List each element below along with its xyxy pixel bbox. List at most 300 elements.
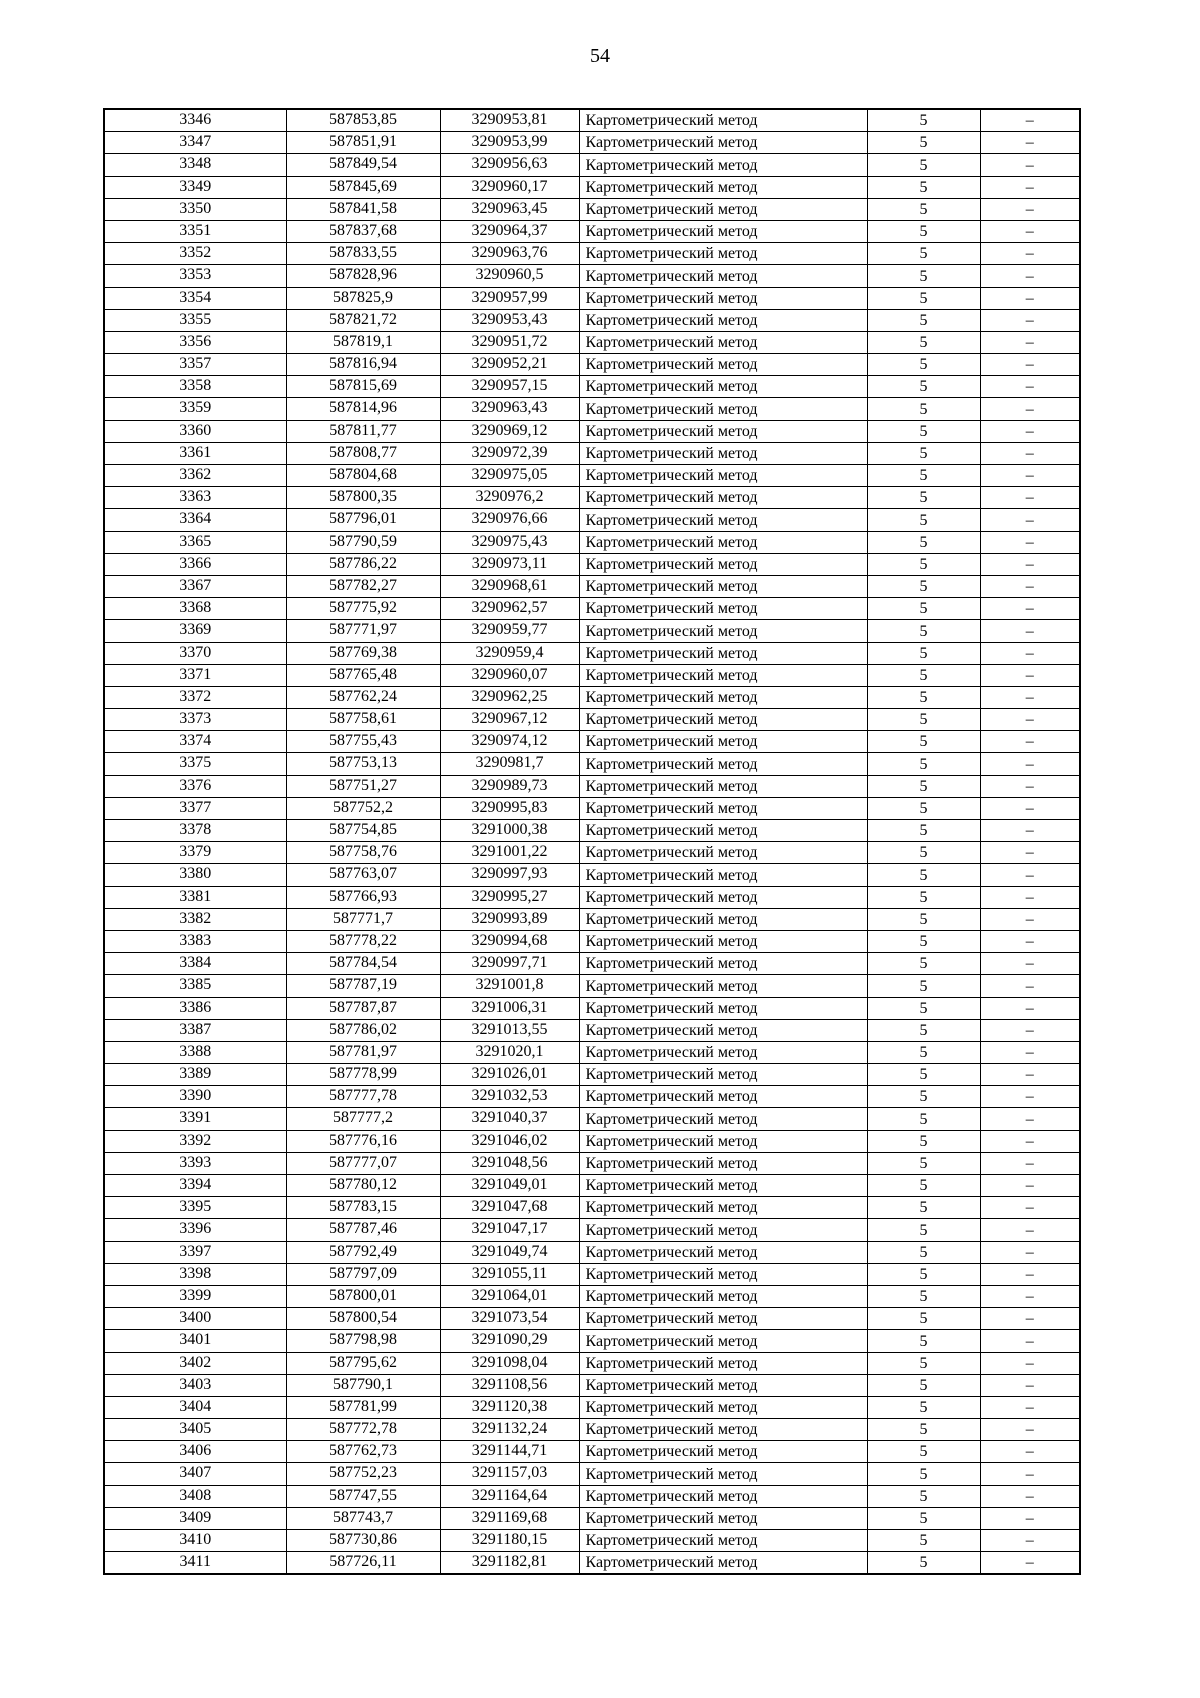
- accuracy-cell: 5: [867, 1241, 980, 1263]
- method-cell: Картометрический метод: [579, 820, 867, 842]
- y-coordinate-cell: 3291049,74: [440, 1241, 579, 1263]
- accuracy-cell: 5: [867, 709, 980, 731]
- note-cell: –: [980, 287, 1080, 309]
- y-coordinate-cell: 3291013,55: [440, 1019, 579, 1041]
- method-cell: Картометрический метод: [579, 1441, 867, 1463]
- x-coordinate-cell: 587819,1: [286, 331, 440, 353]
- point-number-cell: 3349: [104, 176, 286, 198]
- y-coordinate-cell: 3290953,81: [440, 109, 579, 132]
- x-coordinate-cell: 587804,68: [286, 465, 440, 487]
- method-cell: Картометрический метод: [579, 1285, 867, 1307]
- table-row: [104, 598, 1080, 620]
- x-coordinate-cell: 587753,13: [286, 753, 440, 775]
- point-number-cell: 3362: [104, 465, 286, 487]
- x-coordinate-cell: 587754,85: [286, 820, 440, 842]
- point-number-cell: 3408: [104, 1485, 286, 1507]
- point-number-cell: 3410: [104, 1530, 286, 1552]
- x-coordinate-cell: 587747,55: [286, 1485, 440, 1507]
- accuracy-cell: 5: [867, 1130, 980, 1152]
- table-row: [104, 1041, 1080, 1063]
- table-row: [104, 1197, 1080, 1219]
- y-coordinate-cell: 3290959,77: [440, 620, 579, 642]
- accuracy-cell: 5: [867, 442, 980, 464]
- table-row: [104, 265, 1080, 287]
- method-cell: Картометрический метод: [579, 1130, 867, 1152]
- note-cell: –: [980, 1130, 1080, 1152]
- x-coordinate-cell: 587825,9: [286, 287, 440, 309]
- method-cell: Картометрический метод: [579, 975, 867, 997]
- accuracy-cell: 5: [867, 509, 980, 531]
- y-coordinate-cell: 3290976,2: [440, 487, 579, 509]
- note-cell: –: [980, 1263, 1080, 1285]
- accuracy-cell: 5: [867, 753, 980, 775]
- x-coordinate-cell: 587765,48: [286, 664, 440, 686]
- x-coordinate-cell: 587811,77: [286, 420, 440, 442]
- x-coordinate-cell: 587762,73: [286, 1441, 440, 1463]
- method-cell: Картометрический метод: [579, 775, 867, 797]
- table-row: [104, 886, 1080, 908]
- point-number-cell: 3372: [104, 686, 286, 708]
- point-number-cell: 3358: [104, 376, 286, 398]
- point-number-cell: 3402: [104, 1352, 286, 1374]
- note-cell: –: [980, 553, 1080, 575]
- method-cell: Картометрический метод: [579, 753, 867, 775]
- note-cell: –: [980, 842, 1080, 864]
- method-cell: Картометрический метод: [579, 531, 867, 553]
- point-number-cell: 3404: [104, 1396, 286, 1418]
- point-number-cell: 3401: [104, 1330, 286, 1352]
- method-cell: Картометрический метод: [579, 575, 867, 597]
- x-coordinate-cell: 587797,09: [286, 1263, 440, 1285]
- table-row: [104, 775, 1080, 797]
- y-coordinate-cell: 3291047,68: [440, 1197, 579, 1219]
- note-cell: –: [980, 886, 1080, 908]
- point-number-cell: 3367: [104, 575, 286, 597]
- y-coordinate-cell: 3291108,56: [440, 1374, 579, 1396]
- y-coordinate-cell: 3291169,68: [440, 1507, 579, 1529]
- table-row: [104, 1241, 1080, 1263]
- point-number-cell: 3394: [104, 1175, 286, 1197]
- note-cell: –: [980, 1175, 1080, 1197]
- point-number-cell: 3368: [104, 598, 286, 620]
- accuracy-cell: 5: [867, 1530, 980, 1552]
- method-cell: Картометрический метод: [579, 553, 867, 575]
- accuracy-cell: 5: [867, 309, 980, 331]
- y-coordinate-cell: 3291144,71: [440, 1441, 579, 1463]
- accuracy-cell: 5: [867, 376, 980, 398]
- point-number-cell: 3377: [104, 797, 286, 819]
- table-row: [104, 930, 1080, 952]
- method-cell: Картометрический метод: [579, 243, 867, 265]
- point-number-cell: 3369: [104, 620, 286, 642]
- table-row: [104, 864, 1080, 886]
- table-row: [104, 132, 1080, 154]
- method-cell: Картометрический метод: [579, 487, 867, 509]
- table-row: [104, 642, 1080, 664]
- note-cell: –: [980, 1485, 1080, 1507]
- point-number-cell: 3392: [104, 1130, 286, 1152]
- note-cell: –: [980, 420, 1080, 442]
- accuracy-cell: 5: [867, 154, 980, 176]
- point-number-cell: 3374: [104, 731, 286, 753]
- y-coordinate-cell: 3291182,81: [440, 1552, 579, 1575]
- note-cell: –: [980, 930, 1080, 952]
- note-cell: –: [980, 509, 1080, 531]
- table-row: [104, 1175, 1080, 1197]
- method-cell: Картометрический метод: [579, 1241, 867, 1263]
- method-cell: Картометрический метод: [579, 620, 867, 642]
- method-cell: Картометрический метод: [579, 465, 867, 487]
- method-cell: Картометрический метод: [579, 1308, 867, 1330]
- point-number-cell: 3407: [104, 1463, 286, 1485]
- accuracy-cell: 5: [867, 686, 980, 708]
- method-cell: Картометрический метод: [579, 1507, 867, 1529]
- y-coordinate-cell: 3291046,02: [440, 1130, 579, 1152]
- table-row: [104, 487, 1080, 509]
- method-cell: Картометрический метод: [579, 642, 867, 664]
- y-coordinate-cell: 3290956,63: [440, 154, 579, 176]
- point-number-cell: 3386: [104, 997, 286, 1019]
- point-number-cell: 3355: [104, 309, 286, 331]
- note-cell: –: [980, 575, 1080, 597]
- table-row: [104, 420, 1080, 442]
- note-cell: –: [980, 176, 1080, 198]
- y-coordinate-cell: 3291040,37: [440, 1108, 579, 1130]
- accuracy-cell: 5: [867, 775, 980, 797]
- accuracy-cell: 5: [867, 975, 980, 997]
- accuracy-cell: 5: [867, 1552, 980, 1575]
- accuracy-cell: 5: [867, 1219, 980, 1241]
- method-cell: Картометрический метод: [579, 709, 867, 731]
- table-row: [104, 398, 1080, 420]
- table-row: [104, 753, 1080, 775]
- table-row: [104, 1285, 1080, 1307]
- x-coordinate-cell: 587781,99: [286, 1396, 440, 1418]
- x-coordinate-cell: 587778,22: [286, 930, 440, 952]
- y-coordinate-cell: 3290959,4: [440, 642, 579, 664]
- table-row: [104, 553, 1080, 575]
- note-cell: –: [980, 531, 1080, 553]
- y-coordinate-cell: 3290994,68: [440, 930, 579, 952]
- table-row: [104, 1330, 1080, 1352]
- point-number-cell: 3376: [104, 775, 286, 797]
- point-number-cell: 3351: [104, 220, 286, 242]
- note-cell: –: [980, 797, 1080, 819]
- y-coordinate-cell: 3290975,43: [440, 531, 579, 553]
- table-row: [104, 620, 1080, 642]
- method-cell: Картометрический метод: [579, 309, 867, 331]
- x-coordinate-cell: 587787,19: [286, 975, 440, 997]
- x-coordinate-cell: 587800,35: [286, 487, 440, 509]
- x-coordinate-cell: 587777,2: [286, 1108, 440, 1130]
- method-cell: Картометрический метод: [579, 1552, 867, 1575]
- y-coordinate-cell: 3291157,03: [440, 1463, 579, 1485]
- accuracy-cell: 5: [867, 531, 980, 553]
- note-cell: –: [980, 331, 1080, 353]
- point-number-cell: 3396: [104, 1219, 286, 1241]
- point-number-cell: 3365: [104, 531, 286, 553]
- page-number: 54: [590, 45, 610, 67]
- accuracy-cell: 5: [867, 198, 980, 220]
- method-cell: Картометрический метод: [579, 1152, 867, 1174]
- note-cell: –: [980, 709, 1080, 731]
- y-coordinate-cell: 3290962,25: [440, 686, 579, 708]
- x-coordinate-cell: 587828,96: [286, 265, 440, 287]
- method-cell: Картометрический метод: [579, 1086, 867, 1108]
- accuracy-cell: 5: [867, 930, 980, 952]
- accuracy-cell: 5: [867, 1197, 980, 1219]
- y-coordinate-cell: 3290957,15: [440, 376, 579, 398]
- y-coordinate-cell: 3290960,17: [440, 176, 579, 198]
- y-coordinate-cell: 3290952,21: [440, 354, 579, 376]
- coordinates-table-body: [104, 109, 1080, 1574]
- table-row: [104, 176, 1080, 198]
- method-cell: Картометрический метод: [579, 664, 867, 686]
- note-cell: –: [980, 220, 1080, 242]
- note-cell: –: [980, 775, 1080, 797]
- y-coordinate-cell: 3290963,76: [440, 243, 579, 265]
- method-cell: Картометрический метод: [579, 1352, 867, 1374]
- x-coordinate-cell: 587763,07: [286, 864, 440, 886]
- x-coordinate-cell: 587837,68: [286, 220, 440, 242]
- y-coordinate-cell: 3291047,17: [440, 1219, 579, 1241]
- note-cell: –: [980, 1064, 1080, 1086]
- y-coordinate-cell: 3290975,05: [440, 465, 579, 487]
- method-cell: Картометрический метод: [579, 1374, 867, 1396]
- x-coordinate-cell: 587766,93: [286, 886, 440, 908]
- point-number-cell: 3375: [104, 753, 286, 775]
- y-coordinate-cell: 3290967,12: [440, 709, 579, 731]
- y-coordinate-cell: 3290972,39: [440, 442, 579, 464]
- point-number-cell: 3360: [104, 420, 286, 442]
- x-coordinate-cell: 587776,16: [286, 1130, 440, 1152]
- method-cell: Картометрический метод: [579, 997, 867, 1019]
- y-coordinate-cell: 3291006,31: [440, 997, 579, 1019]
- accuracy-cell: 5: [867, 176, 980, 198]
- table-row: [104, 1485, 1080, 1507]
- point-number-cell: 3399: [104, 1285, 286, 1307]
- method-cell: Картометрический метод: [579, 442, 867, 464]
- accuracy-cell: 5: [867, 620, 980, 642]
- accuracy-cell: 5: [867, 1485, 980, 1507]
- point-number-cell: 3347: [104, 132, 286, 154]
- y-coordinate-cell: 3291064,01: [440, 1285, 579, 1307]
- note-cell: –: [980, 1219, 1080, 1241]
- x-coordinate-cell: 587795,62: [286, 1352, 440, 1374]
- x-coordinate-cell: 587851,91: [286, 132, 440, 154]
- point-number-cell: 3361: [104, 442, 286, 464]
- y-coordinate-cell: 3290953,43: [440, 309, 579, 331]
- table-row: [104, 1463, 1080, 1485]
- table-row: [104, 309, 1080, 331]
- y-coordinate-cell: 3290993,89: [440, 908, 579, 930]
- accuracy-cell: 5: [867, 1086, 980, 1108]
- x-coordinate-cell: 587752,2: [286, 797, 440, 819]
- accuracy-cell: 5: [867, 1463, 980, 1485]
- y-coordinate-cell: 3291073,54: [440, 1308, 579, 1330]
- point-number-cell: 3373: [104, 709, 286, 731]
- x-coordinate-cell: 587796,01: [286, 509, 440, 531]
- table-row: [104, 820, 1080, 842]
- note-cell: –: [980, 1530, 1080, 1552]
- point-number-cell: 3350: [104, 198, 286, 220]
- method-cell: Картометрический метод: [579, 1175, 867, 1197]
- x-coordinate-cell: 587787,46: [286, 1219, 440, 1241]
- accuracy-cell: 5: [867, 109, 980, 132]
- accuracy-cell: 5: [867, 908, 980, 930]
- accuracy-cell: 5: [867, 265, 980, 287]
- x-coordinate-cell: 587849,54: [286, 154, 440, 176]
- table-row: [104, 1019, 1080, 1041]
- point-number-cell: 3406: [104, 1441, 286, 1463]
- x-coordinate-cell: 587786,02: [286, 1019, 440, 1041]
- x-coordinate-cell: 587821,72: [286, 309, 440, 331]
- point-number-cell: 3398: [104, 1263, 286, 1285]
- x-coordinate-cell: 587771,7: [286, 908, 440, 930]
- table-row: [104, 1530, 1080, 1552]
- accuracy-cell: 5: [867, 598, 980, 620]
- y-coordinate-cell: 3290981,7: [440, 753, 579, 775]
- accuracy-cell: 5: [867, 465, 980, 487]
- method-cell: Картометрический метод: [579, 598, 867, 620]
- method-cell: Картометрический метод: [579, 287, 867, 309]
- table-row: [104, 287, 1080, 309]
- table-row: [104, 354, 1080, 376]
- point-number-cell: 3381: [104, 886, 286, 908]
- note-cell: –: [980, 1108, 1080, 1130]
- method-cell: Картометрический метод: [579, 1330, 867, 1352]
- accuracy-cell: 5: [867, 287, 980, 309]
- accuracy-cell: 5: [867, 132, 980, 154]
- y-coordinate-cell: 3290989,73: [440, 775, 579, 797]
- table-row: [104, 154, 1080, 176]
- method-cell: Картометрический метод: [579, 398, 867, 420]
- table-row: [104, 686, 1080, 708]
- table-row: [104, 198, 1080, 220]
- accuracy-cell: 5: [867, 1419, 980, 1441]
- accuracy-cell: 5: [867, 1019, 980, 1041]
- x-coordinate-cell: 587784,54: [286, 953, 440, 975]
- point-number-cell: 3356: [104, 331, 286, 353]
- accuracy-cell: 5: [867, 1041, 980, 1063]
- accuracy-cell: 5: [867, 398, 980, 420]
- method-cell: Картометрический метод: [579, 842, 867, 864]
- method-cell: Картометрический метод: [579, 1219, 867, 1241]
- point-number-cell: 3387: [104, 1019, 286, 1041]
- note-cell: –: [980, 487, 1080, 509]
- method-cell: Картометрический метод: [579, 220, 867, 242]
- note-cell: –: [980, 132, 1080, 154]
- x-coordinate-cell: 587816,94: [286, 354, 440, 376]
- point-number-cell: 3382: [104, 908, 286, 930]
- point-number-cell: 3370: [104, 642, 286, 664]
- note-cell: –: [980, 1241, 1080, 1263]
- y-coordinate-cell: 3290997,93: [440, 864, 579, 886]
- point-number-cell: 3354: [104, 287, 286, 309]
- x-coordinate-cell: 587798,98: [286, 1330, 440, 1352]
- accuracy-cell: 5: [867, 1330, 980, 1352]
- note-cell: –: [980, 1507, 1080, 1529]
- method-cell: Картометрический метод: [579, 864, 867, 886]
- method-cell: Картометрический метод: [579, 731, 867, 753]
- y-coordinate-cell: 3290962,57: [440, 598, 579, 620]
- x-coordinate-cell: 587845,69: [286, 176, 440, 198]
- method-cell: Картометрический метод: [579, 176, 867, 198]
- x-coordinate-cell: 587752,23: [286, 1463, 440, 1485]
- x-coordinate-cell: 587769,38: [286, 642, 440, 664]
- method-cell: Картометрический метод: [579, 1396, 867, 1418]
- x-coordinate-cell: 587800,01: [286, 1285, 440, 1307]
- y-coordinate-cell: 3290963,45: [440, 198, 579, 220]
- table-row: [104, 709, 1080, 731]
- y-coordinate-cell: 3290957,99: [440, 287, 579, 309]
- note-cell: –: [980, 309, 1080, 331]
- table-row: [104, 1552, 1080, 1575]
- point-number-cell: 3397: [104, 1241, 286, 1263]
- accuracy-cell: 5: [867, 553, 980, 575]
- note-cell: –: [980, 1019, 1080, 1041]
- y-coordinate-cell: 3290968,61: [440, 575, 579, 597]
- note-cell: –: [980, 442, 1080, 464]
- point-number-cell: 3353: [104, 265, 286, 287]
- note-cell: –: [980, 598, 1080, 620]
- x-coordinate-cell: 587771,97: [286, 620, 440, 642]
- note-cell: –: [980, 1285, 1080, 1307]
- note-cell: –: [980, 243, 1080, 265]
- point-number-cell: 3409: [104, 1507, 286, 1529]
- table-row: [104, 442, 1080, 464]
- method-cell: Картометрический метод: [579, 509, 867, 531]
- table-row: [104, 331, 1080, 353]
- accuracy-cell: 5: [867, 1263, 980, 1285]
- method-cell: Картометрический метод: [579, 265, 867, 287]
- table-row: [104, 1507, 1080, 1529]
- note-cell: –: [980, 953, 1080, 975]
- y-coordinate-cell: 3291164,64: [440, 1485, 579, 1507]
- accuracy-cell: 5: [867, 354, 980, 376]
- y-coordinate-cell: 3291000,38: [440, 820, 579, 842]
- note-cell: –: [980, 198, 1080, 220]
- accuracy-cell: 5: [867, 1152, 980, 1174]
- method-cell: Картометрический метод: [579, 1108, 867, 1130]
- table-row: [104, 1130, 1080, 1152]
- x-coordinate-cell: 587758,61: [286, 709, 440, 731]
- x-coordinate-cell: 587730,86: [286, 1530, 440, 1552]
- method-cell: Картометрический метод: [579, 1485, 867, 1507]
- note-cell: –: [980, 1086, 1080, 1108]
- point-number-cell: 3391: [104, 1108, 286, 1130]
- accuracy-cell: 5: [867, 953, 980, 975]
- accuracy-cell: 5: [867, 1374, 980, 1396]
- y-coordinate-cell: 3291048,56: [440, 1152, 579, 1174]
- accuracy-cell: 5: [867, 797, 980, 819]
- method-cell: Картометрический метод: [579, 1041, 867, 1063]
- x-coordinate-cell: 587841,58: [286, 198, 440, 220]
- y-coordinate-cell: 3291049,01: [440, 1175, 579, 1197]
- y-coordinate-cell: 3291098,04: [440, 1352, 579, 1374]
- method-cell: Картометрический метод: [579, 1463, 867, 1485]
- accuracy-cell: 5: [867, 1175, 980, 1197]
- table-row: [104, 1108, 1080, 1130]
- point-number-cell: 3385: [104, 975, 286, 997]
- y-coordinate-cell: 3290995,27: [440, 886, 579, 908]
- accuracy-cell: 5: [867, 820, 980, 842]
- note-cell: –: [980, 398, 1080, 420]
- method-cell: Картометрический метод: [579, 953, 867, 975]
- table-row: [104, 953, 1080, 975]
- accuracy-cell: 5: [867, 1396, 980, 1418]
- y-coordinate-cell: 3291120,38: [440, 1396, 579, 1418]
